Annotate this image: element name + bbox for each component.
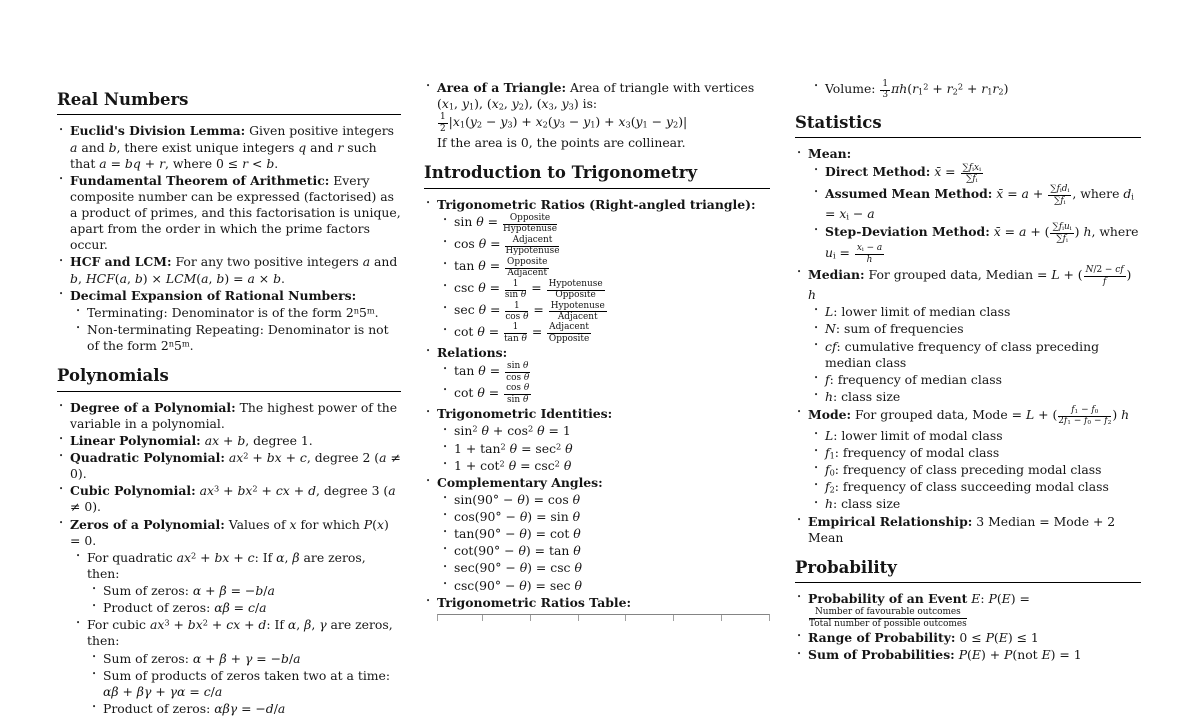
list-item-text: sec θ = $\frac{1}{\text{cos θ}}$ = $\frac{\text{Hypotenuse}}{\text{Adjacent}}$ (454, 300, 605, 322)
list-item (795, 591, 1141, 607)
bullet-icon: • (76, 551, 81, 560)
list-item (424, 214, 770, 235)
list-item (424, 80, 770, 112)
fraction: $\frac{\text{Opposite}}{\text{Hypotenuse}}$ (502, 212, 558, 235)
list-item (424, 578, 770, 594)
list-item (424, 543, 770, 559)
list-item (57, 173, 401, 254)
list-item (57, 400, 401, 432)
list-item (57, 600, 401, 616)
table-cell (722, 615, 769, 621)
section-heading: Statistics (795, 113, 1141, 138)
list-item (424, 384, 770, 405)
bullet-icon: • (814, 340, 819, 349)
list-item (57, 450, 401, 482)
list-item (57, 651, 401, 667)
list-item-text: $\frac{1}{2}$ $|x_1(y_2 - y_3) + x_2(y_3 - y_1) + x_3(y_1 - y_2)|$ (440, 112, 688, 134)
list-item-text: $1 + \tan^2 \theta = \sec^2 \theta$ (454, 440, 573, 456)
list-item-text: Direct Method: x̄ = $\frac{\sum f_ix_i}{\sum f_i}$ (825, 162, 981, 184)
list-item-text: cos(90° − θ) = sin θ (454, 509, 581, 524)
fraction: $\frac{1}{\text{cos θ}}$ (505, 300, 529, 322)
list-item-text: Sum of zeros: α + β + γ = −b/a (103, 650, 301, 666)
list-item (57, 483, 401, 515)
list-item (57, 550, 401, 582)
list-item (795, 630, 1141, 646)
list-item (424, 406, 770, 422)
list-item-text: Step-Deviation Method: x̄ = a + ( $\frac{\sum f_iu_i}{\sum f_i}$ ) h, where $u_i$ = $\frac{x_i - a}{h}$ (825, 222, 1139, 265)
list-item (424, 197, 770, 213)
list-item-text: cf: cumulative frequency of class preceding median class (825, 338, 1099, 370)
bullet-icon: • (443, 425, 448, 434)
list-item-text: L: lower limit of modal class (825, 427, 1003, 443)
bullet-icon: • (797, 593, 802, 602)
list-item-text: Trigonometric Ratios Table: (437, 594, 632, 610)
bullet-icon: • (92, 585, 97, 594)
table-cell (674, 615, 722, 621)
list-item-text: f: frequency of median class (825, 371, 1002, 387)
list-item (424, 492, 770, 508)
list-item-text: Mean: (808, 146, 852, 162)
list-item (424, 236, 770, 257)
list-item-text: Volume: $\frac{1}{3}$ $\pi h(r_1^2 + r_2^2 + r_1r_2)$ (825, 79, 1009, 101)
list-item-text: Cubic Polynomial: $ax^3 + bx^2$ + cx + d, degree 3 (a ≠ 0). (70, 483, 396, 515)
bullet-icon: • (443, 494, 448, 503)
bullet-icon: • (814, 82, 819, 91)
bullet-icon: • (797, 148, 802, 157)
list-item-text: Median: For grouped data, Median = L + ( $\frac{N/2 - cf}{f}$ ) h (808, 265, 1132, 303)
bullet-icon: • (814, 187, 819, 196)
bullet-icon: • (59, 401, 64, 410)
list-item-text: $f_1$: frequency of modal class (825, 445, 1000, 461)
list-item (424, 280, 770, 301)
list-item-text: Trigonometric Identities: (437, 406, 613, 422)
list-item (424, 526, 770, 542)
bullet-icon: • (443, 237, 448, 246)
list-item (795, 389, 1141, 405)
list-item-text: Complementary Angles: (437, 474, 603, 490)
list-item (57, 305, 401, 321)
list-item-text: sin(90° − θ) = cos θ (454, 491, 581, 507)
list-item-text: tan θ = $\frac{\text{sin θ}}{\text{cos θ}}$ (454, 361, 530, 383)
list-item (795, 372, 1141, 388)
list-item-text: Linear Polynomial: ax + b, degree 1. (70, 432, 313, 448)
bullet-icon: • (92, 652, 97, 661)
bullet-icon: • (814, 165, 819, 174)
column-left (57, 0, 401, 718)
list-item (424, 560, 770, 576)
fraction: $\frac{\text{Hypotenuse}}{\text{Opposite}}$ (548, 278, 603, 301)
list-item-text: cos θ = $\frac{\text{Adjacent}}{\text{Hypotenuse}}$ (454, 234, 560, 257)
list-item-text: sec(90° − θ) = csc θ (454, 560, 582, 576)
list-item (424, 323, 770, 344)
list-item-text: Quadratic Polynomial: $ax^2$ + bx + c, degree 2 (a ≠ 0). (70, 450, 401, 482)
list-item-text: cot(90° − θ) = tan θ (454, 543, 581, 559)
list-item-text: Product of zeros: αβγ = −d/a (103, 700, 286, 716)
fraction: $\frac{\text{Number of favourable outcomes}}{\text{Total number of possible outcomes}}$ (809, 607, 967, 629)
list-item-text: Product of zeros: αβ = c/a (103, 600, 267, 616)
bullet-icon: • (443, 386, 448, 395)
list-item-text: Area of a Triangle: Area of triangle with vertices ($x_1$, $y_1$), ($x_2$, $y_2$), ($x_3$, $y_3$) is: (437, 80, 755, 112)
bullet-icon: • (797, 632, 802, 641)
bullet-icon: • (443, 459, 448, 468)
fraction: $\frac{1}{2}$ (440, 112, 446, 134)
list-item (795, 321, 1141, 337)
bullet-icon: • (59, 518, 64, 527)
list-item-text: Degree of a Polynomial: The highest power of the variable in a polynomial. (70, 399, 398, 431)
bullet-icon: • (797, 515, 802, 524)
bullet-icon: • (443, 259, 448, 268)
bullet-icon: • (76, 619, 81, 628)
list-item-text: Euclid's Division Lemma: Given positive integers a and b, there exist unique integers q and r such that a = bq + r, where 0 ≤ r < b. (70, 123, 394, 171)
list-item (57, 254, 401, 286)
list-item-text: tan θ = $\frac{\text{Opposite}}{\text{Adjacent}}$ (454, 256, 548, 279)
list-item-text: csc(90° − θ) = sec θ (454, 577, 582, 593)
list-item (424, 135, 770, 151)
bullet-icon: • (814, 373, 819, 382)
bullet-icon: • (426, 596, 431, 605)
list-item-text: For quadratic $ax^2$ + bx + c: If α, β are zeros, then: (87, 549, 366, 581)
list-item-text: tan(90° − θ) = cot θ (454, 526, 581, 542)
bullet-icon: • (59, 485, 64, 494)
list-item (795, 428, 1141, 444)
list-item (57, 517, 401, 549)
list-item (57, 701, 401, 717)
list-item (795, 185, 1141, 222)
fraction: $\frac{\text{Hypotenuse}}{\text{Adjacent}}$ (550, 300, 605, 322)
column-middle (424, 0, 770, 621)
list-item-text: Terminating: Denominator is of the form 2$^n$5$^m$. (87, 304, 379, 320)
bullet-icon: • (426, 347, 431, 356)
bullet-icon: • (426, 408, 431, 417)
list-item-text: Sum of Probabilities: P(E) + P(not E) = 1 (808, 647, 1082, 663)
list-item (795, 647, 1141, 663)
fraction: $\frac{f_1 - f_0}{2f_1 - f_0 - f_2}$ (1058, 405, 1112, 427)
list-item (795, 496, 1141, 512)
list-item-text: Zeros of a Polynomial: Values of x for which P(x) = 0. (70, 516, 389, 548)
list-item (424, 345, 770, 361)
list-item-text: Empirical Relationship: 3 Median = Mode + 2 Mean (808, 513, 1116, 545)
list-item-text: Sum of zeros: α + β = −b/a (103, 583, 275, 599)
list-item (795, 608, 1141, 629)
bullet-icon: • (443, 216, 448, 225)
bullet-icon: • (797, 408, 802, 417)
list-item-text: If the area is 0, the points are collinear. (437, 135, 686, 151)
bullet-icon: • (814, 498, 819, 507)
list-item (424, 441, 770, 457)
list-item-text: Relations: (437, 345, 508, 361)
bullet-icon: • (59, 452, 64, 461)
list-item (57, 288, 401, 304)
table-cell (438, 615, 483, 621)
bullet-icon: • (92, 669, 97, 678)
list-item (57, 123, 401, 171)
bullet-icon: • (59, 174, 64, 183)
list-item-text: sin θ = $\frac{\text{Opposite}}{\text{Hypotenuse}}$ (454, 212, 558, 235)
list-item (795, 514, 1141, 546)
bullet-icon: • (797, 268, 802, 277)
bullet-icon: • (76, 306, 81, 315)
table-cell (579, 615, 627, 621)
bullet-icon: • (59, 289, 64, 298)
list-item-text: Fundamental Theorem of Arithmetic: Every composite number can be expressed (factorised) as a product of primes, and this factorisation is unique, apart from the order in which the prime factors occur. (70, 172, 401, 253)
list-item-text: $f_0$: frequency of class preceding modal class (825, 462, 1102, 478)
list-item (795, 146, 1141, 162)
bullet-icon: • (814, 323, 819, 332)
list-item (795, 304, 1141, 320)
fraction: $\frac{\text{Adjacent}}{\text{Opposite}}$ (548, 322, 590, 344)
bullet-icon: • (426, 82, 431, 91)
list-item-text: Decimal Expansion of Rational Numbers: (70, 287, 357, 303)
section-heading: Polynomials (57, 366, 401, 391)
bullet-icon: • (797, 649, 802, 658)
list-item (424, 509, 770, 525)
section-heading: Probability (795, 558, 1141, 583)
bullet-icon: • (92, 703, 97, 712)
list-item-text: Trigonometric Ratios (Right-angled triangle): (437, 196, 756, 212)
list-item (424, 423, 770, 439)
list-item-text: h: class size (825, 496, 901, 512)
bullet-icon: • (443, 281, 448, 290)
list-item (795, 479, 1141, 495)
fraction: $\frac{\text{sin θ}}{\text{cos θ}}$ (506, 361, 530, 383)
list-item (57, 617, 401, 649)
list-item (57, 322, 401, 354)
bullet-icon: • (814, 225, 819, 234)
bullet-icon: • (443, 528, 448, 537)
list-item (795, 266, 1141, 303)
table-cell (531, 615, 579, 621)
fraction: $\frac{\text{Adjacent}}{\text{Hypotenuse}}$ (505, 234, 560, 257)
bullet-icon: • (426, 476, 431, 485)
fraction: $\frac{N/2 - cf}{f}$ (1085, 265, 1124, 287)
list-item-text: For cubic $ax^3 + bx^2$ + cx + d: If α, β, γ are zeros, then: (87, 617, 393, 649)
bullet-icon: • (443, 579, 448, 588)
trig-ratios-table-stub (437, 614, 770, 621)
fraction: $\frac{x_i - a}{h}$ (856, 243, 883, 265)
list-item-text: HCF and LCM: For any two positive integers a and b, HCF(a, b) × LCM(a, b) = a × b. (70, 254, 398, 286)
list-item (424, 113, 770, 134)
fraction: $\frac{\text{Opposite}}{\text{Adjacent}}$ (507, 256, 548, 279)
bullet-icon: • (814, 391, 819, 400)
bullet-icon: • (443, 545, 448, 554)
fraction: $\frac{\sum f_id_i}{\sum f_i}$ (1050, 184, 1070, 206)
list-item-text: $1 + \cot^2 \theta = \csc^2 \theta$ (454, 457, 572, 473)
list-item-text: Probability of an Event E: P(E) = (808, 591, 1030, 607)
bullet-icon: • (443, 325, 448, 334)
bullet-icon: • (76, 324, 81, 333)
bullet-icon: • (92, 602, 97, 611)
list-item-text: L: lower limit of median class (825, 304, 1011, 320)
list-item-text: Non-terminating Repeating: Denominator is not of the form 2$^n$5$^m$. (87, 321, 389, 354)
bullet-icon: • (814, 481, 819, 490)
list-item (795, 164, 1141, 185)
list-item (795, 462, 1141, 478)
list-item (424, 362, 770, 383)
list-item (424, 475, 770, 491)
bullet-icon: • (814, 306, 819, 315)
list-item-text (808, 607, 968, 629)
list-item (424, 258, 770, 279)
bullet-icon: • (443, 303, 448, 312)
bullet-icon: • (426, 198, 431, 207)
list-item (424, 302, 770, 323)
fraction: $\frac{1}{3}$ (882, 79, 889, 101)
list-item-text: Sum of products of zeros taken two at a time: αβ + βγ + γα = c/a (103, 667, 391, 699)
table-cell (483, 615, 531, 621)
section-heading: Real Numbers (57, 90, 401, 115)
fraction: $\frac{\text{cos θ}}{\text{sin θ}}$ (506, 383, 530, 405)
table-cell (626, 615, 674, 621)
list-item (795, 223, 1141, 265)
list-item (795, 406, 1141, 427)
bullet-icon: • (59, 435, 64, 444)
list-item-text: $\sin^2 \theta + \cos^2 \theta = 1$ (454, 423, 571, 439)
column-right (795, 0, 1141, 665)
bullet-icon: • (59, 125, 64, 134)
list-item-text: h: class size (825, 388, 901, 404)
list-item (795, 339, 1141, 371)
bullet-icon: • (814, 464, 819, 473)
bullet-icon: • (443, 442, 448, 451)
bullet-icon: • (814, 447, 819, 456)
list-item-text: Assumed Mean Method: x̄ = a + $\frac{\sum f_id_i}{\sum f_i}$ , where $d_i = x_i - a$ (825, 184, 1134, 222)
fraction: $\frac{1}{\text{tan θ}}$ (504, 322, 527, 344)
list-item (57, 583, 401, 599)
list-item (57, 433, 401, 449)
list-item-text: Mode: For grouped data, Mode = L + ( $\frac{f_1 - f_0}{2f_1 - f_0 - f_2}$ ) h (808, 405, 1130, 427)
list-item (795, 445, 1141, 461)
fraction: $\frac{\sum f_ix_i}{\sum f_i}$ (962, 162, 981, 184)
bullet-icon: • (443, 364, 448, 373)
list-item (424, 458, 770, 474)
list-item-text: Range of Probability: 0 ≤ P(E) ≤ 1 (808, 630, 1039, 646)
list-item-text: cot θ = $\frac{1}{\text{tan θ}}$ = $\frac{\text{Adjacent}}{\text{Opposite}}$ (454, 322, 590, 344)
list-item (57, 668, 401, 700)
section-heading: Introduction to Trigonometry (424, 163, 770, 188)
bullet-icon: • (814, 430, 819, 439)
fraction: $\frac{1}{\text{sin θ}}$ (504, 278, 527, 301)
list-item (795, 80, 1141, 101)
list-item (424, 595, 770, 611)
bullet-icon: • (59, 256, 64, 265)
list-item-text: N: sum of frequencies (825, 321, 964, 337)
bullet-icon: • (443, 511, 448, 520)
list-item-text: cot θ = $\frac{\text{cos θ}}{\text{sin θ}}$ (454, 383, 530, 405)
bullet-icon: • (443, 562, 448, 571)
list-item-text: $f_2$: frequency of class succeeding modal class (825, 479, 1109, 495)
fraction: $\frac{\sum f_iu_i}{\sum f_i}$ (1052, 222, 1072, 244)
list-item-text: csc θ = $\frac{1}{\text{sin θ}}$ = $\frac{\text{Hypotenuse}}{\text{Opposite}}$ (454, 278, 603, 301)
